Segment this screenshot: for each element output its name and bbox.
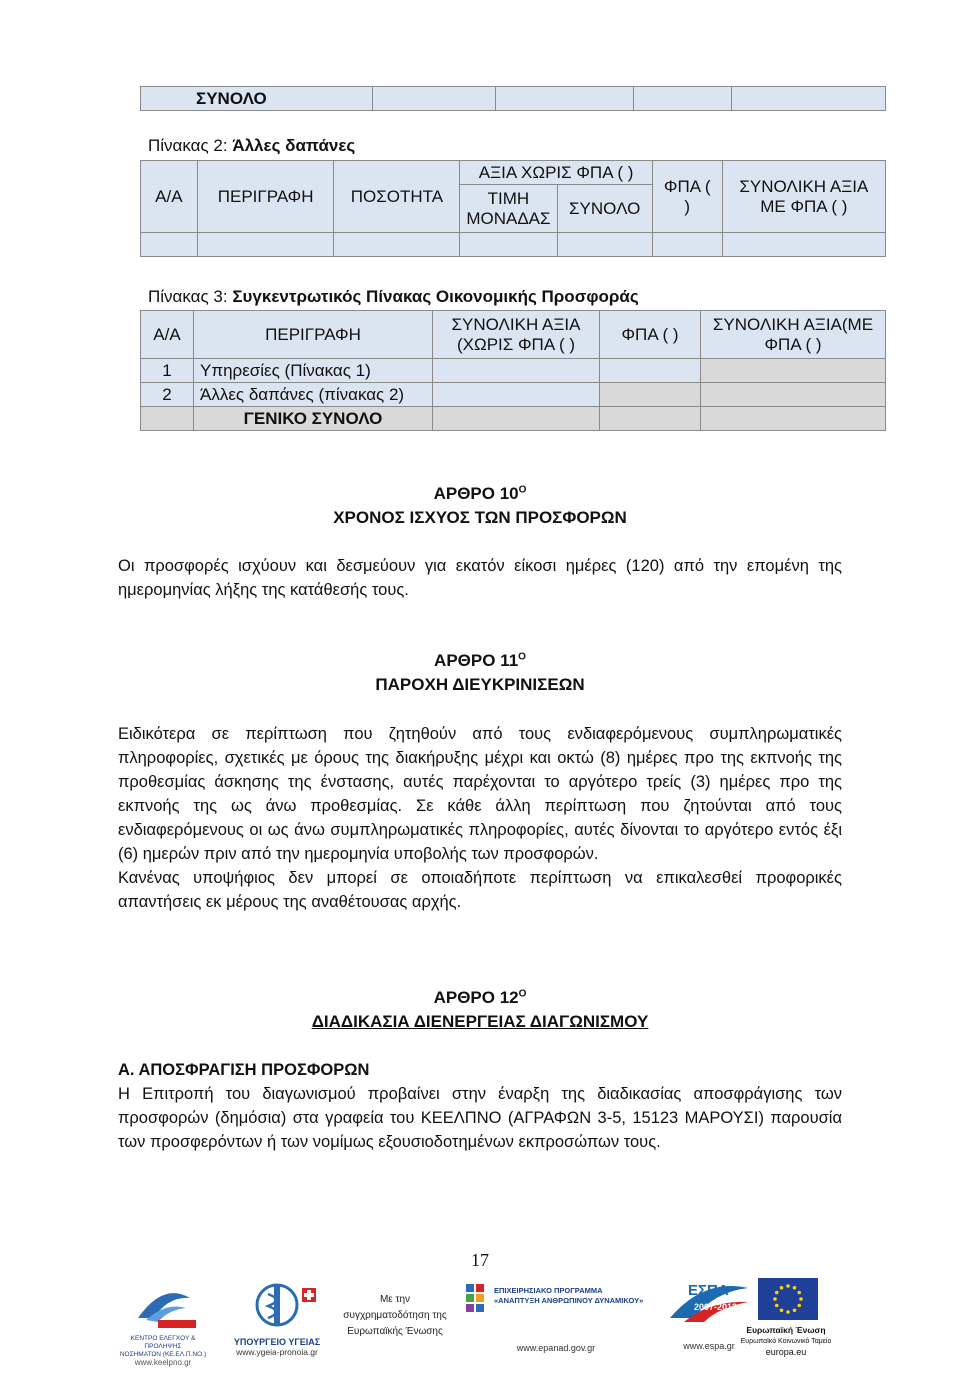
header-aa: Α/Α <box>141 311 194 359</box>
caption-prefix: Πίνακας 2: <box>148 136 233 155</box>
table-cell <box>701 383 886 407</box>
eu-star-icon <box>775 1291 779 1295</box>
header-quantity: ΠΟΣΟΤΗΤΑ <box>334 161 460 233</box>
ministry-emblem-icon <box>222 1278 332 1332</box>
table-cell <box>557 233 652 257</box>
article-sup: Ο <box>518 484 527 496</box>
logo-text: ΕΠΙΧΕΙΡΗΣΙΑΚΟ ΠΡΟΓΡΑΜΜΑ <box>494 1286 603 1295</box>
article-sup: Ο <box>518 988 527 1000</box>
article11-heading <box>0 651 960 671</box>
caption-title: Συγκεντρωτικός Πίνακας Οικονομικής Προσφοράς <box>232 287 639 306</box>
row-description: Υπηρεσίες (Πίνακας 1) <box>194 359 433 383</box>
article12-title: ΔΙΑΔΙΚΑΣΙΑ ΔΙΕΝΕΡΓΕΙΑΣ ΔΙΑΓΩΝΙΣΜΟΥ <box>311 1012 649 1031</box>
logo-url: www.epanad.gov.gr <box>516 1343 596 1353</box>
article10-heading <box>0 484 960 504</box>
page-number: 17 <box>471 1250 489 1270</box>
row-number: 2 <box>141 383 194 407</box>
eu-star-icon <box>786 1284 790 1288</box>
logo-text: ΚΕΝΤΡΟ ΕΛΕΓΧΟΥ & ΠΡΟΛΗΨΗΣ <box>130 1335 196 1350</box>
eu-star-icon <box>775 1304 779 1308</box>
summary-cell <box>634 87 732 111</box>
header-sum: ΣΥΝΟΛΟ <box>557 185 652 233</box>
header-total-no-vat: ΣΥΝΟΛΙΚΗ ΑΞΙΑ (ΧΩΡΙΣ ΦΠΑ ( ) <box>433 311 600 359</box>
row-number: 1 <box>141 359 194 383</box>
logo-text: ΕΣΠΑ <box>688 1282 729 1299</box>
table-cell <box>600 359 701 383</box>
table-row <box>141 407 886 431</box>
table-cell <box>652 233 722 257</box>
summary-cell <box>732 87 886 111</box>
table-cell <box>197 233 334 257</box>
cofunding-text <box>340 1278 450 1368</box>
summary-total-table <box>140 86 886 111</box>
row-description: Άλλες δαπάνες (πίνακας 2) <box>194 383 433 407</box>
header-description: ΠΕΡΙΓΡΑΦΗ <box>194 311 433 359</box>
table-cell <box>460 233 557 257</box>
table-cell <box>600 383 701 407</box>
logo-text: Με την <box>379 1294 411 1305</box>
article12-heading <box>0 988 960 1008</box>
article11-body <box>118 722 842 914</box>
summary-cell <box>373 87 496 111</box>
caption-prefix: Πίνακας 3: <box>148 287 233 306</box>
eu-star-icon <box>780 1308 784 1312</box>
table-cell <box>701 407 886 431</box>
article12-body <box>118 1082 842 1154</box>
header-vat: ΦΠΑ ( ) <box>600 311 701 359</box>
header-value-no-vat: ΑΞΙΑ ΧΩΡΙΣ ΦΠΑ ( ) <box>460 161 653 185</box>
header-total-with-vat: ΣΥΝΟΛΙΚΗ ΑΞΙΑ(ΜΕ ΦΠΑ ( ) <box>701 311 886 359</box>
logo-text: συγχρηματοδότηση της <box>343 1310 447 1321</box>
header-unit-price: ΤΙΜΗ ΜΟΝΑΔΑΣ <box>460 185 557 233</box>
keelpno-text <box>118 1335 208 1367</box>
table-cell <box>334 233 460 257</box>
article10-title: ΧΡΟΝΟΣ ΙΣΧΥΟΣ ΤΩΝ ΠΡΟΣΦΟΡΩΝ <box>333 508 627 527</box>
table-row <box>141 383 886 407</box>
eu-star-icon <box>793 1286 797 1290</box>
table-row <box>141 359 886 383</box>
table-cell <box>600 407 701 431</box>
article-number: ΑΡΘΡΟ 12 <box>433 988 519 1007</box>
eu-flag-icon <box>758 1278 818 1320</box>
header-total-with-vat: ΣΥΝΟΛΙΚΗ ΑΞΙΑ ΜΕ ΦΠΑ ( ) <box>722 161 885 233</box>
summary-total-label: ΣΥΝΟΛΟ <box>141 87 373 111</box>
table-cell <box>141 407 194 431</box>
header-vat: ΦΠΑ ( ) <box>652 161 722 233</box>
other-expenses-table <box>140 160 886 257</box>
keelpno-logo <box>118 1278 208 1368</box>
table-cell <box>433 407 600 431</box>
logo-text: 2007-2013 <box>694 1302 738 1312</box>
paragraph: Κανένας υποψήφιος δεν μπορεί σε οποιαδήποτε περίπτωση να επικαλεσθεί προφορικές απαντήσεις εκ μέρους της αναθέτουσας αρχής. <box>118 869 842 911</box>
eu-logo <box>736 1278 836 1378</box>
logo-text: «ΑΝΑΠΤΥΞΗ ΑΝΘΡΩΠΙΝΟΥ ΔΥΝΑΜΙΚΟΥ» <box>494 1296 644 1305</box>
paragraph: Η Επιτροπή του διαγωνισμού προβαίνει στην έναρξη της διαδικασίας αποσφράγισης των προσφορών (δημόσια) στα γραφεία του ΚΕΕΛΠΝΟ (ΑΓΡΑΦΩΝ 3-5, 15123 ΜΑΡΟΥΣΙ) παρουσία των προσφερόντων ή των νομίμως εξουσιοδοτημένων εκπροσώπων τους. <box>118 1085 842 1151</box>
eu-text <box>736 1325 836 1358</box>
eu-star-icon <box>799 1297 803 1301</box>
table-cell <box>433 383 600 407</box>
summary-cell <box>496 87 634 111</box>
grand-total-label: ΓΕΝΙΚΟ ΣΥΝΟΛΟ <box>194 407 433 431</box>
table-cell <box>701 359 886 383</box>
article10-body <box>118 554 842 602</box>
eu-star-icon <box>773 1297 777 1301</box>
logo-url: europa.eu <box>765 1347 807 1357</box>
logo-url: www.keelpno.gr <box>134 1358 192 1367</box>
eu-star-icon <box>797 1304 801 1308</box>
paragraph: Οι προσφορές ισχύουν και δεσμεύουν για εκατόν είκοσι ημέρες (120) από την επομένη της ημερομηνίας λήξης της κατάθεσής τους. <box>118 557 842 599</box>
epanad-text <box>494 1286 643 1306</box>
logo-text: Ευρωπαϊκής Ένωσης <box>347 1326 443 1337</box>
logo-text: Ευρωπαϊκή Ένωση <box>746 1325 826 1335</box>
article11-title: ΠΑΡΟΧΗ ΔΙΕΥΚΡΙΝΙΣΕΩΝ <box>375 675 585 694</box>
table2-caption <box>148 136 355 156</box>
eu-star-icon <box>786 1310 790 1314</box>
logo-text: Ευρωπαϊκό Κοινωνικό Ταμείο <box>740 1338 832 1345</box>
table3-caption <box>148 287 639 307</box>
header-aa: Α/Α <box>141 161 198 233</box>
epanad-logo <box>462 1278 650 1368</box>
eu-star-icon <box>780 1286 784 1290</box>
table-cell <box>433 359 600 383</box>
eu-star-icon <box>793 1308 797 1312</box>
caption-title: Άλλες δαπάνες <box>232 136 356 155</box>
logo-text: ΝΟΣΗΜΑΤΩΝ (ΚΕ.ΕΛ.Π.ΝΟ.) <box>119 1351 207 1358</box>
keelpno-emblem-icon <box>118 1278 208 1330</box>
logo-url: www.espa.gr <box>683 1341 735 1351</box>
header-description: ΠΕΡΙΓΡΑΦΗ <box>197 161 334 233</box>
ministry-logo <box>222 1278 332 1368</box>
table-cell <box>141 233 198 257</box>
article-number: ΑΡΘΡΟ 10 <box>433 484 519 503</box>
logo-text: ΥΠΟΥΡΓΕΙΟ ΥΓΕΙΑΣ <box>233 1337 321 1347</box>
eu-star-icon <box>797 1291 801 1295</box>
article-number: ΑΡΘΡΟ 11 <box>434 651 519 670</box>
paragraph: Ειδικότερα σε περίπτωση που ζητηθούν από τους ενδιαφερόμενους συμπληρωματικές πληροφορίες, σχετικές με όρους της διακήρυξης μέχρι και οκτώ (8) ημέρες προ της εκπνοής της προθεσμίας άσκησης της ένστασης, αυτές παρέχονται το αργότερο τρείς (3) ημέρες προ της εκπνοής της ως άνω προθεσμίας. Σε κάθε άλλη περίπτωση που ζητούνται από τους ενδιαφερόμενους οι ως άνω συμπληρωματικές πληροφορίες, αυτές δίνονται το αργότερο εντός έξι (6) ημερών πριν από την ημερομηνία υποβολής των προσφορών. <box>118 725 842 863</box>
article-sup: Ο <box>518 651 526 663</box>
logo-url: www.ygeia-pronoia.gr <box>236 1347 318 1357</box>
article12-subheading: Α. ΑΠΟΣΦΡΑΓΙΣΗ ΠΡΟΣΦΟΡΩΝ <box>118 1061 370 1079</box>
table-cell <box>722 233 885 257</box>
financial-summary-table <box>140 310 886 431</box>
